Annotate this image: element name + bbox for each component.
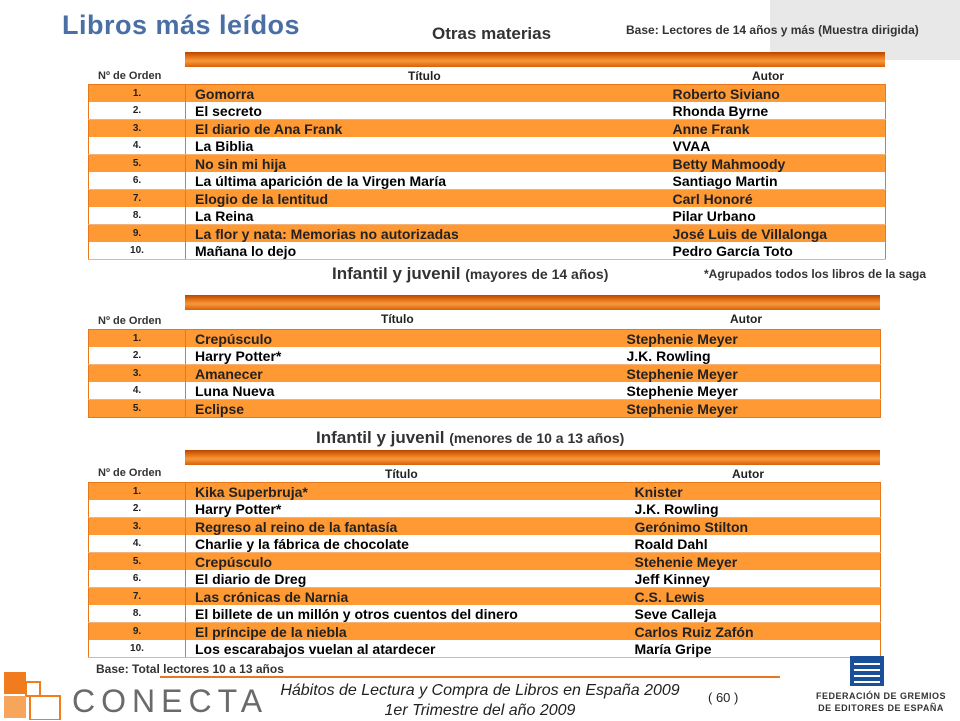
row-number: 2. bbox=[89, 102, 186, 120]
book-title: El diario de Dreg bbox=[186, 570, 635, 588]
table-row bbox=[89, 85, 886, 103]
page-number: ( 60 ) bbox=[708, 690, 739, 705]
table-row bbox=[89, 535, 881, 553]
sample-base-note: Base: Lectores de 14 años y más (Muestra dirigida) bbox=[626, 23, 919, 37]
col-header-autor: Autor bbox=[732, 467, 764, 481]
table-header-bar bbox=[185, 295, 880, 310]
fgee-logo-icon bbox=[850, 656, 884, 686]
book-author: Roald Dahl bbox=[635, 535, 881, 553]
book-title: Harry Potter* bbox=[186, 347, 627, 365]
book-title: No sin mi hija bbox=[186, 155, 673, 173]
page-title: Libros más leídos bbox=[62, 10, 301, 40]
book-title: Luna Nueva bbox=[186, 382, 627, 400]
section-title-infantil-10-13: Infantil y juvenil (menores de 10 a 13 años) bbox=[316, 428, 625, 447]
row-number: 1. bbox=[89, 330, 186, 348]
book-author: José Luis de Villalonga bbox=[673, 225, 886, 243]
saga-note: *Agrupados todos los libros de la saga bbox=[704, 267, 927, 281]
row-number: 4. bbox=[89, 382, 186, 400]
col-header-orden: Nº de Orden bbox=[98, 467, 162, 479]
book-author: Pedro García Toto bbox=[673, 242, 886, 260]
book-author: Roberto Siviano bbox=[673, 85, 886, 103]
book-title: Charlie y la fábrica de chocolate bbox=[186, 535, 635, 553]
book-author: J.K. Rowling bbox=[635, 500, 881, 518]
col-header-titulo: Título bbox=[381, 312, 414, 326]
book-title: Gomorra bbox=[186, 85, 673, 103]
book-title: Las crónicas de Narnia bbox=[186, 588, 635, 606]
book-title: Eclipse bbox=[186, 400, 627, 418]
row-number: 4. bbox=[89, 535, 186, 553]
book-author: Jeff Kinney bbox=[635, 570, 881, 588]
book-author: Pilar Urbano bbox=[673, 207, 886, 225]
book-author: Stephenie Meyer bbox=[627, 400, 881, 418]
book-author: Carlos Ruiz Zafón bbox=[635, 623, 881, 641]
book-title: Crepúsculo bbox=[186, 330, 627, 348]
book-author: Anne Frank bbox=[673, 120, 886, 138]
book-author: VVAA bbox=[673, 137, 886, 155]
table-row bbox=[89, 605, 881, 623]
book-title: La Biblia bbox=[186, 137, 673, 155]
book-author: Knister bbox=[635, 483, 881, 501]
table-row bbox=[89, 365, 881, 383]
report-caption: Hábitos de Lectura y Compra de Libros en España 2009 1er Trimestre del año 2009 bbox=[280, 682, 680, 719]
table-row bbox=[89, 483, 881, 501]
book-title: Kika Superbruja* bbox=[186, 483, 635, 501]
table-row bbox=[89, 400, 881, 418]
table-row bbox=[89, 225, 886, 243]
table-otras-materias bbox=[88, 84, 886, 260]
row-number: 6. bbox=[89, 172, 186, 190]
table-row bbox=[89, 172, 886, 190]
table-header-bar bbox=[185, 52, 885, 67]
book-author: C.S. Lewis bbox=[635, 588, 881, 606]
book-author: Stephenie Meyer bbox=[627, 330, 881, 348]
table-row bbox=[89, 330, 881, 348]
row-number: 5. bbox=[89, 400, 186, 418]
table-row bbox=[89, 137, 886, 155]
table-row bbox=[89, 500, 881, 518]
footer-base-note: Base: Total lectores 10 a 13 años bbox=[96, 662, 284, 676]
row-number: 8. bbox=[89, 605, 186, 623]
book-title: Regreso al reino de la fantasía bbox=[186, 518, 635, 536]
row-number: 2. bbox=[89, 500, 186, 518]
book-title: La última aparición de la Virgen María bbox=[186, 172, 673, 190]
book-author: Stephenie Meyer bbox=[627, 365, 881, 383]
row-number: 5. bbox=[89, 155, 186, 173]
row-number: 10. bbox=[89, 242, 186, 260]
row-number: 3. bbox=[89, 365, 186, 383]
book-title: El príncipe de la niebla bbox=[186, 623, 635, 641]
book-author: María Gripe bbox=[635, 640, 881, 658]
book-title: La Reina bbox=[186, 207, 673, 225]
col-header-autor: Autor bbox=[730, 312, 762, 326]
col-header-titulo: Título bbox=[408, 69, 441, 83]
book-author: Carl Honoré bbox=[673, 190, 886, 208]
book-title: Crepúsculo bbox=[186, 553, 635, 571]
row-number: 3. bbox=[89, 120, 186, 138]
row-number: 1. bbox=[89, 483, 186, 501]
row-number: 1. bbox=[89, 85, 186, 103]
table-row bbox=[89, 347, 881, 365]
table-row bbox=[89, 588, 881, 606]
conecta-logo-text: CONECTA bbox=[72, 683, 269, 719]
col-header-titulo: Título bbox=[385, 467, 418, 481]
footer-divider bbox=[160, 676, 780, 678]
book-author: J.K. Rowling bbox=[627, 347, 881, 365]
row-number: 7. bbox=[89, 190, 186, 208]
book-title: Mañana lo dejo bbox=[186, 242, 673, 260]
table-row bbox=[89, 102, 886, 120]
table-row bbox=[89, 242, 886, 260]
col-header-orden: Nº de Orden bbox=[98, 315, 162, 327]
table-row bbox=[89, 190, 886, 208]
table-row bbox=[89, 623, 881, 641]
book-title: Elogio de la lentitud bbox=[186, 190, 673, 208]
row-number: 9. bbox=[89, 225, 186, 243]
book-author: Gerónimo Stilton bbox=[635, 518, 881, 536]
row-number: 9. bbox=[89, 623, 186, 641]
book-author: Stephenie Meyer bbox=[627, 382, 881, 400]
row-number: 3. bbox=[89, 518, 186, 536]
table-header-bar bbox=[185, 450, 880, 465]
table-row bbox=[89, 518, 881, 536]
row-number: 6. bbox=[89, 570, 186, 588]
row-number: 8. bbox=[89, 207, 186, 225]
row-number: 5. bbox=[89, 553, 186, 571]
section-title-infantil-14: Infantil y juvenil (mayores de 14 años) bbox=[332, 264, 609, 283]
table-infantil-10-13 bbox=[88, 482, 881, 658]
row-number: 7. bbox=[89, 588, 186, 606]
book-author: Rhonda Byrne bbox=[673, 102, 886, 120]
book-title: La flor y nata: Memorias no autorizadas bbox=[186, 225, 673, 243]
table-row bbox=[89, 155, 886, 173]
table-row bbox=[89, 570, 881, 588]
conecta-logo-icon bbox=[0, 672, 70, 720]
table-row bbox=[89, 640, 881, 658]
book-title: El secreto bbox=[186, 102, 673, 120]
book-author: Stehenie Meyer bbox=[635, 553, 881, 571]
table-row bbox=[89, 382, 881, 400]
table-row bbox=[89, 120, 886, 138]
col-header-autor: Autor bbox=[752, 69, 784, 83]
book-author: Betty Mahmoody bbox=[673, 155, 886, 173]
fgee-logo-text: FEDERACIÓN DE GREMIOS DE EDITORES DE ESPAÑA bbox=[815, 691, 946, 713]
table-infantil-mayores-14 bbox=[88, 329, 881, 418]
book-title: Amanecer bbox=[186, 365, 627, 383]
col-header-orden: Nº de Orden bbox=[98, 70, 162, 82]
book-title: El billete de un millón y otros cuentos del dinero bbox=[186, 605, 635, 623]
section-title-otras: Otras materias bbox=[432, 24, 552, 43]
book-author: Santiago Martin bbox=[673, 172, 886, 190]
book-title: Harry Potter* bbox=[186, 500, 635, 518]
row-number: 4. bbox=[89, 137, 186, 155]
book-author: Seve Calleja bbox=[635, 605, 881, 623]
table-row bbox=[89, 553, 881, 571]
row-number: 10. bbox=[89, 640, 186, 658]
book-title: El diario de Ana Frank bbox=[186, 120, 673, 138]
table-row bbox=[89, 207, 886, 225]
row-number: 2. bbox=[89, 347, 186, 365]
book-title: Los escarabajos vuelan al atardecer bbox=[186, 640, 635, 658]
